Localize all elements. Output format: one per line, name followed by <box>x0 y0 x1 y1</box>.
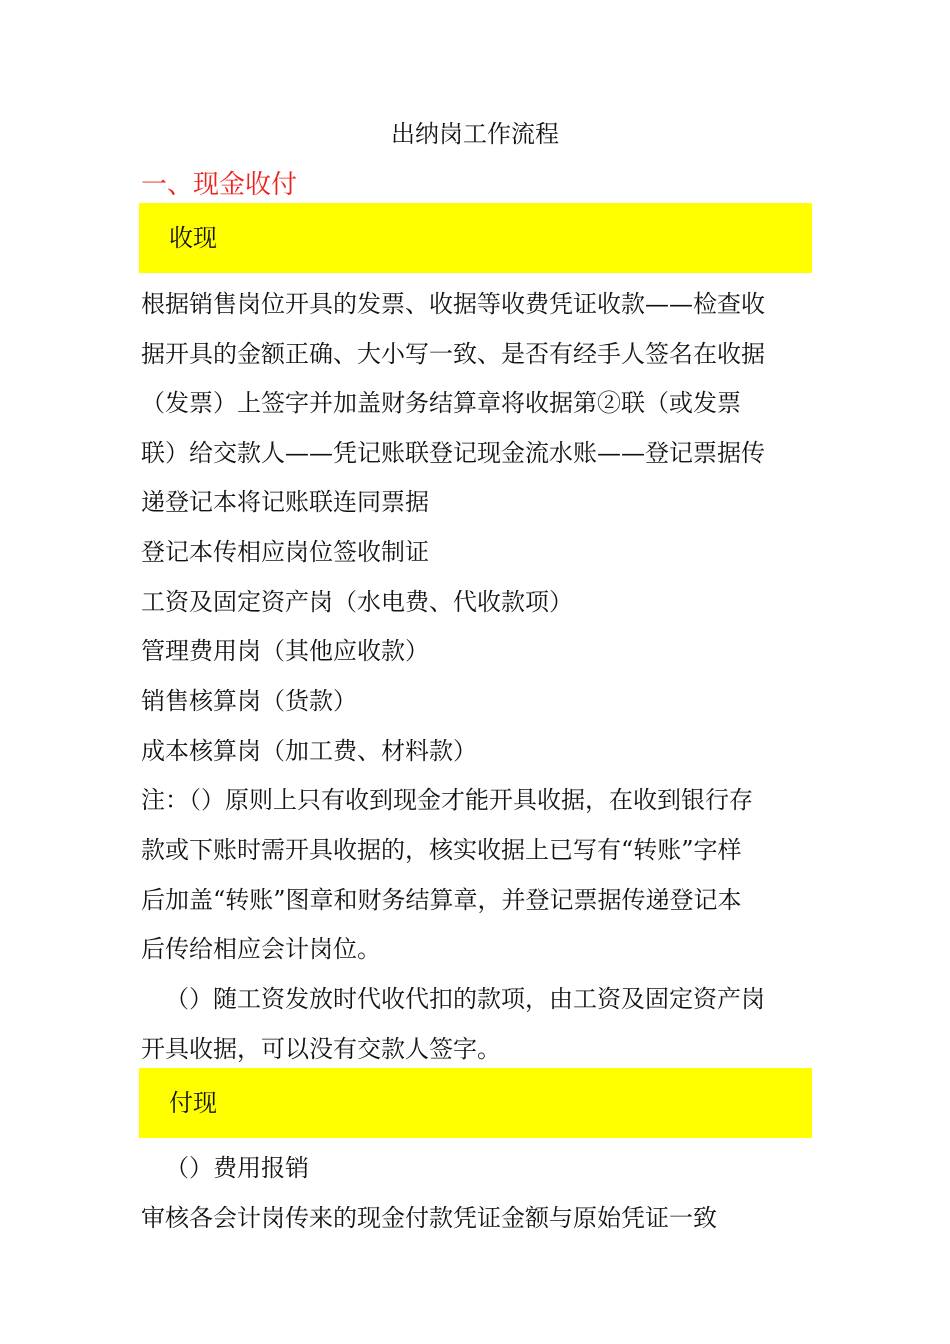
text-line: 联）给交款人——凭记账联登记现金流水账——登记票据传 <box>141 439 765 467</box>
text-line: 工资及固定资产岗（水电费、代收款项） <box>141 588 573 616</box>
text-line: 注：（）原则上只有收到现金才能开具收据，在收到银行存 <box>141 786 753 814</box>
text-line: 递登记本将记账联连同票据 <box>141 488 429 516</box>
text-line: 成本核算岗（加工费、材料款） <box>141 737 477 765</box>
text-line: （）费用报销 <box>165 1154 309 1182</box>
text-line: （发票）上签字并加盖财务结算章将收据第②联（或发票 <box>141 389 741 417</box>
text-line: 开具收据，可以没有交款人签字。 <box>141 1035 501 1063</box>
text-line: （）随工资发放时代收代扣的款项，由工资及固定资产岗 <box>165 985 765 1013</box>
text-line: 登记本传相应岗位签收制证 <box>141 538 429 566</box>
band-pay-cash <box>139 1068 812 1138</box>
band-label-pay: 付现 <box>169 1089 217 1117</box>
text-line: 据开具的金额正确、大小写一致、是否有经手人签名在收据 <box>141 340 765 368</box>
section-heading-cash: 一、现金收付 <box>141 170 298 200</box>
document-title: 出纳岗工作流程 <box>391 120 559 148</box>
band-label-receive: 收现 <box>169 224 217 252</box>
text-line: 销售核算岗（货款） <box>141 687 357 715</box>
text-line: 后加盖“转账”图章和财务结算章，并登记票据传递登记本 <box>141 886 742 914</box>
text-line: 审核各会计岗传来的现金付款凭证金额与原始凭证一致 <box>141 1204 717 1232</box>
text-line: 根据销售岗位开具的发票、收据等收费凭证收款——检查收 <box>141 290 765 318</box>
text-line: 款或下账时需开具收据的，核实收据上已写有“转账”字样 <box>141 836 742 864</box>
text-line: 后传给相应会计岗位。 <box>141 935 381 963</box>
text-line: 管理费用岗（其他应收款） <box>141 637 429 665</box>
band-receive-cash <box>139 203 812 273</box>
